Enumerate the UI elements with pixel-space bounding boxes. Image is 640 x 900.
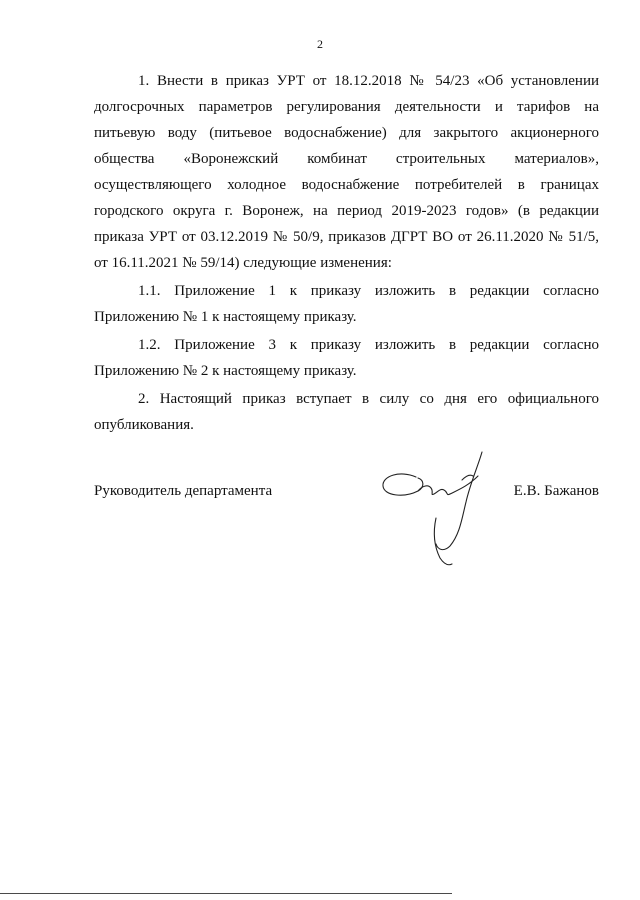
paragraph-appendix-3: 1.2. Приложение 3 к приказу изложить в редакции согласно Приложению № 2 к настоящему приказу. <box>94 337 599 379</box>
page-number: 2 <box>317 37 323 51</box>
order-body <box>94 68 599 438</box>
signer-title: Руководитель департамента <box>94 483 273 499</box>
signature-block <box>94 480 599 510</box>
signer-name: Е.В. Бажанов <box>513 483 599 499</box>
paragraph-appendix-1: 1.1. Приложение 1 к приказу изложить в редакции согласно Приложению № 1 к настоящему приказу. <box>94 283 599 325</box>
bottom-rule <box>0 893 452 894</box>
paragraph-effective-date: 2. Настоящий приказ вступает в силу со дня его официального опубликования. <box>94 391 599 433</box>
handwritten-signature <box>378 446 488 571</box>
paragraph-amendment: 1. Внести в приказ УРТ от 18.12.2018 № 54/23 «Об установлении долгосрочных параметров регулирования деятельности и тарифов на питьевую воду (питьевое водоснабжение) для закрытого акционерного общества «Воронежский комбинат строительных материалов», осуществляющего холодное водоснабжение потребителей в границах городского округа г. Воронеж, на период 2019-2023 годов» (в редакции приказа УРТ от 03.12.2019 № 50/9, приказов ДГРТ ВО от 26.11.2020 № 51/5, от 16.11.2021 № 59/14) следующие изменения: <box>94 73 599 271</box>
